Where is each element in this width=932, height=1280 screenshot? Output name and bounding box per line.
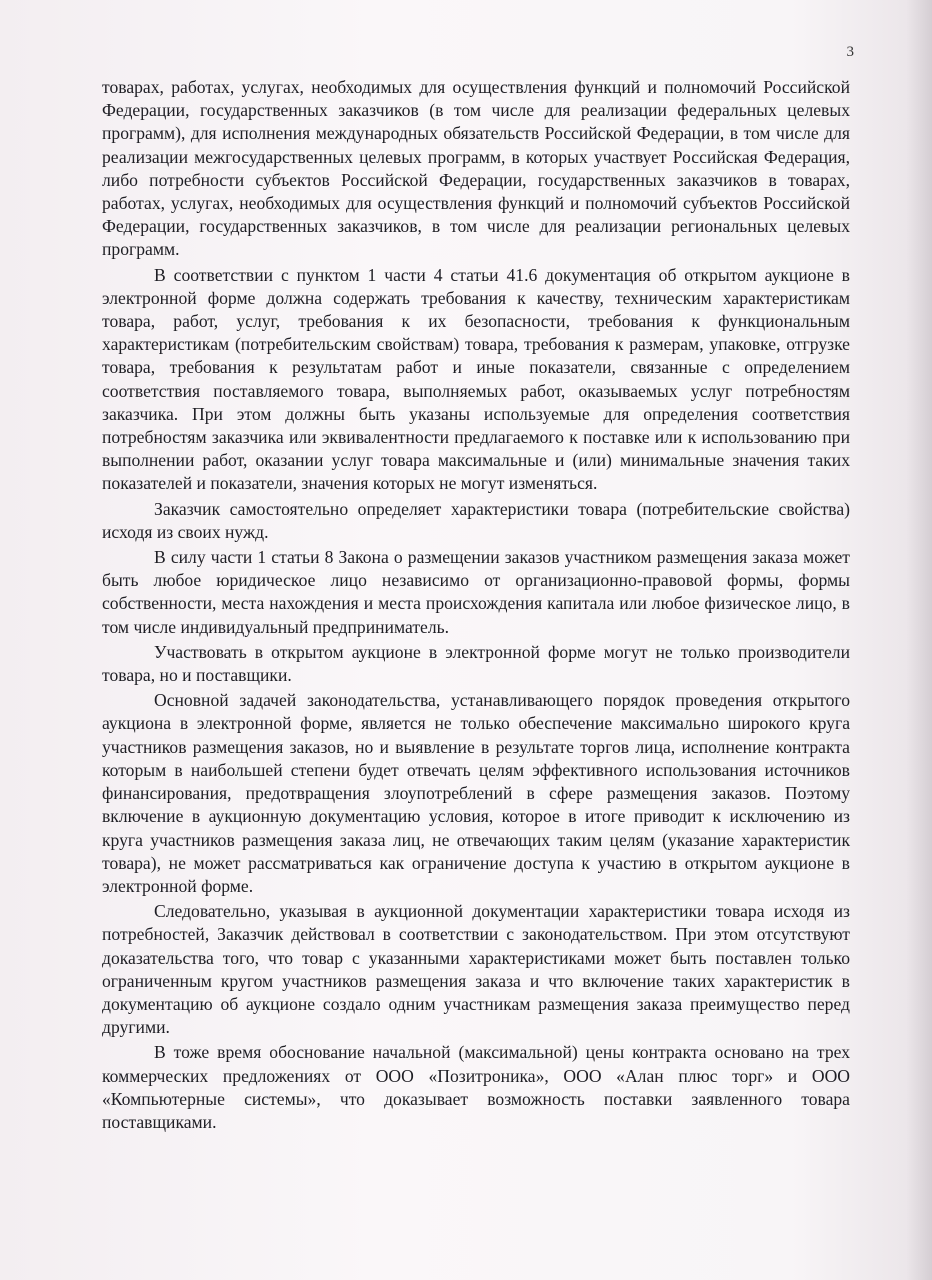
document-body xyxy=(102,76,850,1134)
scan-shadow-edge xyxy=(906,0,932,1280)
paragraph-3: Заказчик самостоятельно определяет характеристики товара (потребительские свойства) исходя из своих нужд. xyxy=(102,498,850,542)
paragraph-6: Основной задачей законодательства, устанавливающего порядок проведения открытого аукциона в электронной форме, является не только обеспечение максимально широкого круга участников размещения заказов, но и выявление в результате торгов лица, исполнение контракта которым в наибольшей степени будет отвечать целям эффективного использования источников финансирования, предотвращения злоупотреблений в сфере размещения заказов. Поэтому включение в аукционную документацию условия, которое в итоге приводит к исключению из круга участников размещения заказа лиц, не отвечающих таким целям (указание характеристик товара), не может рассматриваться как ограничение доступа к участию в открытом аукционе в электронной форме. xyxy=(102,690,850,896)
paragraph-7: Следовательно, указывая в аукционной документации характеристики товара исходя из потребностей, Заказчик действовал в соответствии с законодательством. При этом отсутствуют доказательства того, что товар с указанными характеристиками может быть поставлен только ограниченным кругом участников размещения заказа и что включение таких характеристик в документацию об аукционе создало одним участникам размещения заказа преимущество перед другими. xyxy=(102,901,850,1038)
paragraph-2: В соответствии с пунктом 1 части 4 статьи 41.6 документация об открытом аукционе в электронной форме должна содержать требования к качеству, техническим характеристикам товара, работ, услуг, требования к их безопасности, требования к функциональным характеристикам (потребительским свойствам) товара, требования к размерам, упаковке, отгрузке товара, требования к результатам работ и иные показатели, связанные с определением соответствия поставляемого товара, выполняемых работ, оказываемых услуг потребностям заказчика. При этом должны быть указаны используемые для определения соответствия потребностям заказчика или эквивалентности предлагаемого к поставке или к использованию при выполнении работ, оказании услуг товара максимальные и (или) минимальные значения таких показателей и показатели, значения которых не могут изменяться. xyxy=(102,264,850,494)
paragraph-1: товарах, работах, услугах, необходимых для осуществления функций и полномочий Российской Федерации, государственных заказчиков (в том числе для реализации федеральных целевых программ), для исполнения международных обязательств Российской Федерации, в том числе для реализации межгосударственных целевых программ, в которых участвует Российская Федерация, либо потребности субъектов Российской Федерации, государственных заказчиков в товарах, работах, услугах, необходимых для осуществления функций и полномочий субъектов Российской Федерации, государственных заказчиков, в том числе для реализации региональных целевых программ. xyxy=(102,77,850,260)
paragraph-4: В силу части 1 статьи 8 Закона о размещении заказов участником размещения заказа может быть любое юридическое лицо независимо от организационно-правовой формы, формы собственности, места нахождения и места происхождения капитала или любое физическое лицо, в том числе индивидуальный предприниматель. xyxy=(102,547,850,637)
paragraph-8: В тоже время обоснование начальной (максимальной) цены контракта основано на трех коммерческих предложениях от ООО «Позитроника», ООО «Алан плюс торг» и ООО «Компьютерные системы», что доказывает возможность поставки заявленного товара поставщиками. xyxy=(102,1042,850,1132)
page-number: 3 xyxy=(846,44,854,60)
paragraph-5: Участвовать в открытом аукционе в электронной форме могут не только производители товара, но и поставщики. xyxy=(102,641,850,686)
